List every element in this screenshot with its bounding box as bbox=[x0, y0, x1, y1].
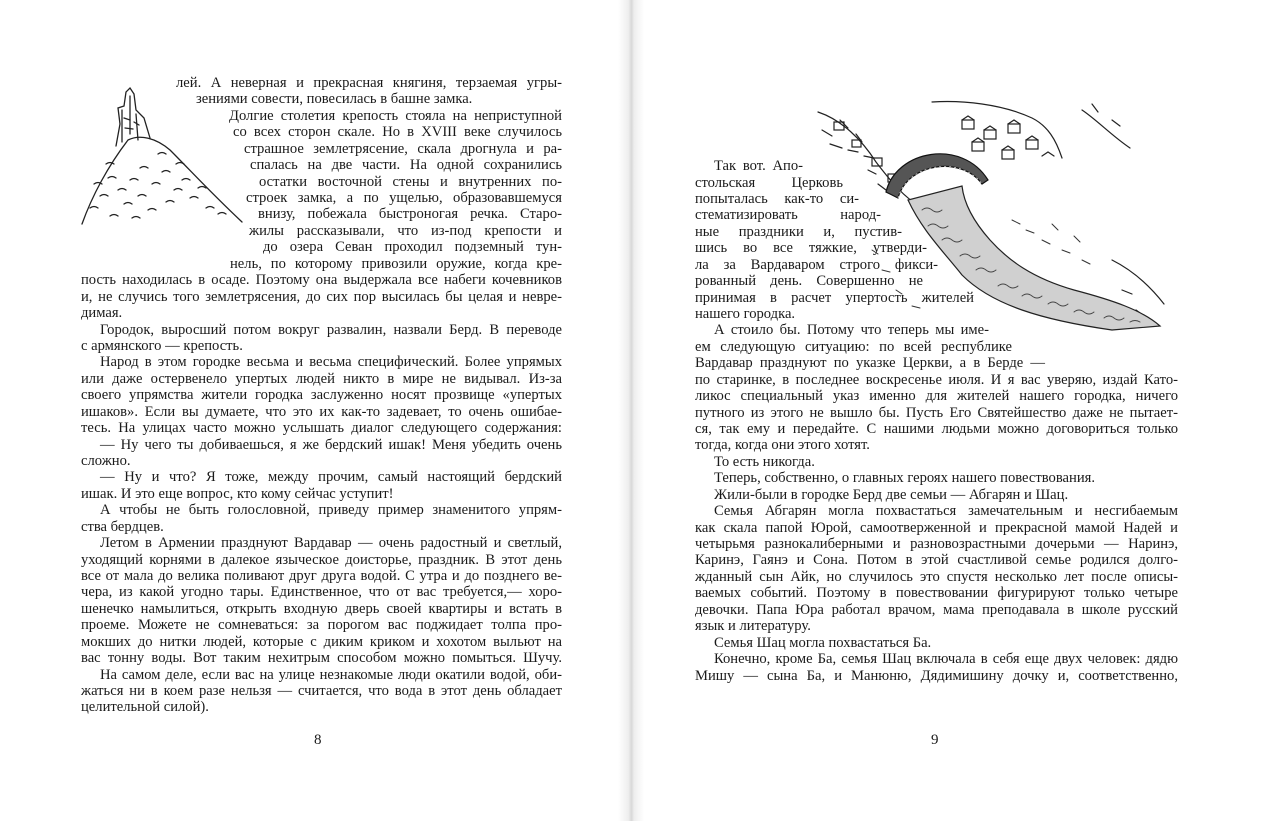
text-line: остатки восточной стены и внутренних по- bbox=[259, 174, 562, 190]
text-line: сложно. bbox=[81, 453, 131, 469]
text-line: девочки. Папа Юра работал врачом, мама преподавала в школе русский bbox=[695, 602, 1178, 618]
text-line: принимая в расчет упертость жителей bbox=[695, 290, 974, 306]
text-line: Каринэ, Гаянэ и Сона. Потом в этой счастливой семье родился долго- bbox=[695, 552, 1178, 568]
text-line: Городок, выросший потом вокруг развалин, назвали Берд. В переводе bbox=[100, 322, 562, 338]
text-line: тогда, когда они этого хотят. bbox=[695, 437, 870, 453]
book-gutter bbox=[618, 0, 644, 821]
text-line: стематизировать народ- bbox=[695, 207, 881, 223]
text-line: На самом деле, если вас на улице незнакомые люди окатили водой, оби- bbox=[100, 667, 562, 683]
text-line: четырьмя разнокалиберными и разновозрастными дочерьми — Наринэ, bbox=[695, 536, 1178, 552]
text-line: рованный день. Совершенно не bbox=[695, 273, 923, 289]
text-line: жданный сын Айк, но случилось это спустя несколько лет после описы- bbox=[695, 569, 1178, 585]
text-line: ваемых событий. Поэтому в повествовании фигурируют только четыре bbox=[695, 585, 1178, 601]
text-line: — Ну и что? Я тоже, между прочим, самый настоящий бердский bbox=[100, 469, 562, 485]
text-line: стольская Церковь bbox=[695, 175, 843, 191]
text-line: лей. А неверная и прекрасная княгиня, терзаемая угры- bbox=[176, 75, 562, 91]
text-line: То есть никогда. bbox=[714, 454, 815, 470]
text-line: ишак. И это еще вопрос, кто кому сейчас уступит! bbox=[81, 486, 394, 502]
text-line: спалась на две части. На одной сохранились bbox=[250, 157, 562, 173]
text-line: Так вот. Апо- bbox=[714, 158, 803, 174]
text-line: все от мала до велика поливают друг друга водой. С утра и до позднего ве- bbox=[81, 568, 562, 584]
text-line: своего упрямства жители городка заслуженно носят прозвище «упертых bbox=[81, 387, 562, 403]
text-line: димая. bbox=[81, 305, 123, 321]
text-line: А чтобы не быть голословной, приведу пример знаменитого упрям- bbox=[100, 502, 562, 518]
text-line: — Ну чего ты добиваешься, я же бердский ишак! Меня убедить очень bbox=[100, 437, 562, 453]
text-line: Летом в Армении празднуют Вардавар — очень радостный и светлый, bbox=[100, 535, 562, 551]
text-line: уходящий корнями в далекое языческое доисторье, праздник. В этот день bbox=[81, 552, 562, 568]
text-line: внизу, побежала быстроногая речка. Старо- bbox=[258, 206, 562, 222]
text-line: Народ в этом городке весьма и весьма специфический. Более упрямых bbox=[100, 354, 562, 370]
text-line: путного из этого не вышло бы. Пусть Его Святейшество даже не пытает- bbox=[695, 405, 1178, 421]
text-line: и, не случись того землетрясения, до сих пор высилась бы целая и невре- bbox=[81, 289, 562, 305]
text-line: ем следующую ситуацию: по всей республике bbox=[695, 339, 1012, 355]
text-line: ся, так ему и передайте. С нашими людьми можно договориться только bbox=[695, 421, 1178, 437]
text-line: ные праздники и, пустив- bbox=[695, 224, 902, 240]
text-line: тесь. На улицах часто можно услышать диалог следующего содержания: bbox=[81, 420, 562, 436]
text-line: Семья Шац могла похвастаться Ба. bbox=[714, 635, 932, 651]
page-number-right: 9 bbox=[931, 732, 939, 748]
text-line: строек замка, а по ущелью, образовавшемуся bbox=[246, 190, 562, 206]
text-line: шись во все тяжкие, утверди- bbox=[695, 240, 927, 256]
text-line: до озера Севан проходил подземный тун- bbox=[263, 239, 562, 255]
text-line: Конечно, кроме Ба, семья Шац включала в себя еще двух человек: дядю bbox=[714, 651, 1178, 667]
text-line: со всех сторон скале. Но в XVIII веке случилось bbox=[233, 124, 562, 140]
text-line: чера, из какой угодно тары. Единственное, что от вас требуется,— хоро- bbox=[81, 584, 562, 600]
text-line: жаться ни в коем разе нельзя — считается, что вода в этот день обладает bbox=[81, 683, 562, 699]
text-line: Мишу — сына Ба, и Манюню, Дядимишину дочку и, соответственно, bbox=[695, 668, 1178, 684]
text-line: нашего городка. bbox=[695, 306, 796, 322]
text-line: страшное землетрясение, скала дрогнула и ра- bbox=[244, 141, 562, 157]
text-line: по старинке, в последнее воскресенье июля. И я вас уверяю, издай Като- bbox=[695, 372, 1178, 388]
text-line: пость находилась в осаде. Поэтому она выдержала все набеги кочевников bbox=[81, 272, 562, 288]
text-line: шенечко намылиться, открыть входную дверь своей квартиры и встать в bbox=[81, 601, 562, 617]
text-line: вас тонну воды. Вот таким нехитрым способом можно помыться. Шучу. bbox=[81, 650, 562, 666]
text-line: попыталась как-то си- bbox=[695, 191, 859, 207]
text-line: ла за Вардаваром строго фикси- bbox=[695, 257, 938, 273]
text-line: А стоило бы. Потому что теперь мы име- bbox=[714, 322, 989, 338]
text-line: мокших до нитки людей, которые с диким криком и хохотом выльют на bbox=[81, 634, 562, 650]
text-line: Теперь, собственно, о главных героях нашего повествования. bbox=[714, 470, 1095, 486]
text-line: нель, по которому привозили оружие, когда кре- bbox=[230, 256, 562, 272]
text-line: жилы рассказывали, что из-под крепости и bbox=[249, 223, 562, 239]
text-line: проеме. Можете не сомневаться: за порогом вас поджидает толпа про- bbox=[81, 617, 562, 633]
text-line: язык и литературу. bbox=[695, 618, 811, 634]
text-line: Жили-были в городке Берд две семьи — Абгарян и Шац. bbox=[714, 487, 1069, 503]
text-line: Долгие столетия крепость стояла на неприступной bbox=[229, 108, 562, 124]
text-line: зениями совести, повесилась в башне замка. bbox=[196, 91, 473, 107]
text-line: ства бердцев. bbox=[81, 519, 164, 535]
text-line: целительной силой). bbox=[81, 699, 209, 715]
text-line: ишаков». Если вы думаете, что это их как-то задевает, то очень ошибае- bbox=[81, 404, 562, 420]
text-line: как скала папой Юрой, самоотверженной и прекрасной мамой Надей и bbox=[695, 520, 1178, 536]
text-line: ликос специальный указ именно для жителей нашего городка, ничего bbox=[695, 388, 1178, 404]
text-line: Вардавар празднуют по указке Церкви, а в Берде — bbox=[695, 355, 1045, 371]
page-number-left: 8 bbox=[314, 732, 322, 748]
text-line: с армянского — крепость. bbox=[81, 338, 243, 354]
text-line: Семья Абгарян могла похвастаться замечательным и несгибаемым bbox=[714, 503, 1178, 519]
text-line: или даже остервенело упертых людей никто в мире не видывал. Из-за bbox=[81, 371, 562, 387]
